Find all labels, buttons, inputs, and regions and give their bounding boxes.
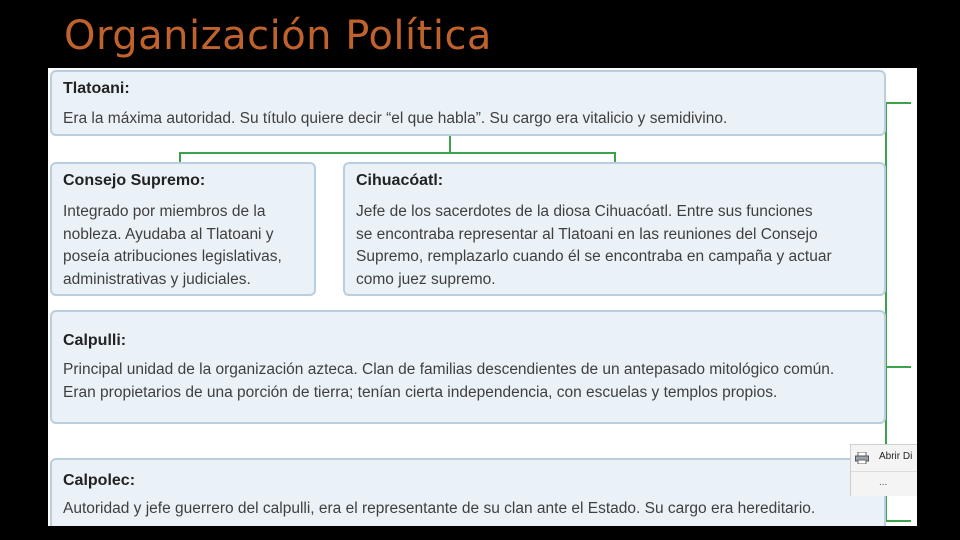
calpulli-box	[50, 310, 886, 424]
printer-icon[interactable]	[855, 451, 869, 463]
connector-center-down	[449, 134, 451, 152]
text-line: Eran propietarios de una porción de tierra; tenían cierta independencia, con escuelas y templos propios.	[63, 383, 778, 401]
calpolec-text: Autoridad y jefe guerrero del calpulli, era el representante de su clan ante el Estado. Su cargo era hereditario.	[63, 500, 816, 517]
tlatoani-box	[50, 70, 886, 136]
context-popup[interactable]	[850, 444, 917, 496]
consejo-supremo-box	[50, 162, 316, 296]
connector-right-bottom	[885, 520, 911, 522]
text-line: se encontraba representar al Tlatoani en las reuniones del Consejo	[356, 225, 818, 243]
tlatoani-title: Tlatoani:	[63, 80, 130, 97]
cihuacoatl-text	[356, 201, 876, 291]
connector-right-top	[885, 102, 911, 104]
text-line: Supremo, remplazarlo cuando él se encontraba en campaña y actuar	[356, 248, 832, 265]
text-line: Jefe de los sacerdotes de la diosa Cihuacóatl. Entre sus funciones	[356, 203, 813, 220]
popup-more[interactable]: ...	[879, 477, 888, 488]
calpolec-title: Calpolec:	[63, 472, 136, 489]
tlatoani-text: Era la máxima autoridad. Su título quiere decir “el que habla”. Su cargo era vitalicio y semidivino.	[63, 110, 728, 127]
calpulli-text	[63, 359, 876, 404]
calpolec-box	[50, 458, 886, 526]
connector-horizontal	[179, 152, 616, 154]
text-line: nobleza. Ayudaba al Tlatoani y	[63, 225, 274, 243]
consejo-supremo-text	[63, 201, 306, 291]
popup-open-label[interactable]: Abrir Di	[879, 451, 913, 462]
calpulli-title: Calpulli:	[63, 332, 127, 349]
consejo-supremo-title: Consejo Supremo:	[63, 172, 206, 189]
text-line: administrativas y judiciales.	[63, 270, 251, 288]
slide-title: Organización Política	[64, 13, 492, 59]
connector-right-calpulli	[885, 366, 911, 368]
cihuacoatl-title: Cihuacóatl:	[356, 172, 444, 189]
text-line: como juez supremo.	[356, 270, 496, 288]
popup-divider	[851, 471, 917, 472]
cihuacoatl-box	[343, 162, 886, 296]
text-line: Principal unidad de la organización azteca. Clan de familias descendientes de un antepasado mitológico común.	[63, 361, 835, 378]
org-chart-figure	[48, 68, 917, 526]
text-line: Integrado por miembros de la	[63, 203, 266, 220]
text-line: poseía atribuciones legislativas,	[63, 248, 282, 265]
